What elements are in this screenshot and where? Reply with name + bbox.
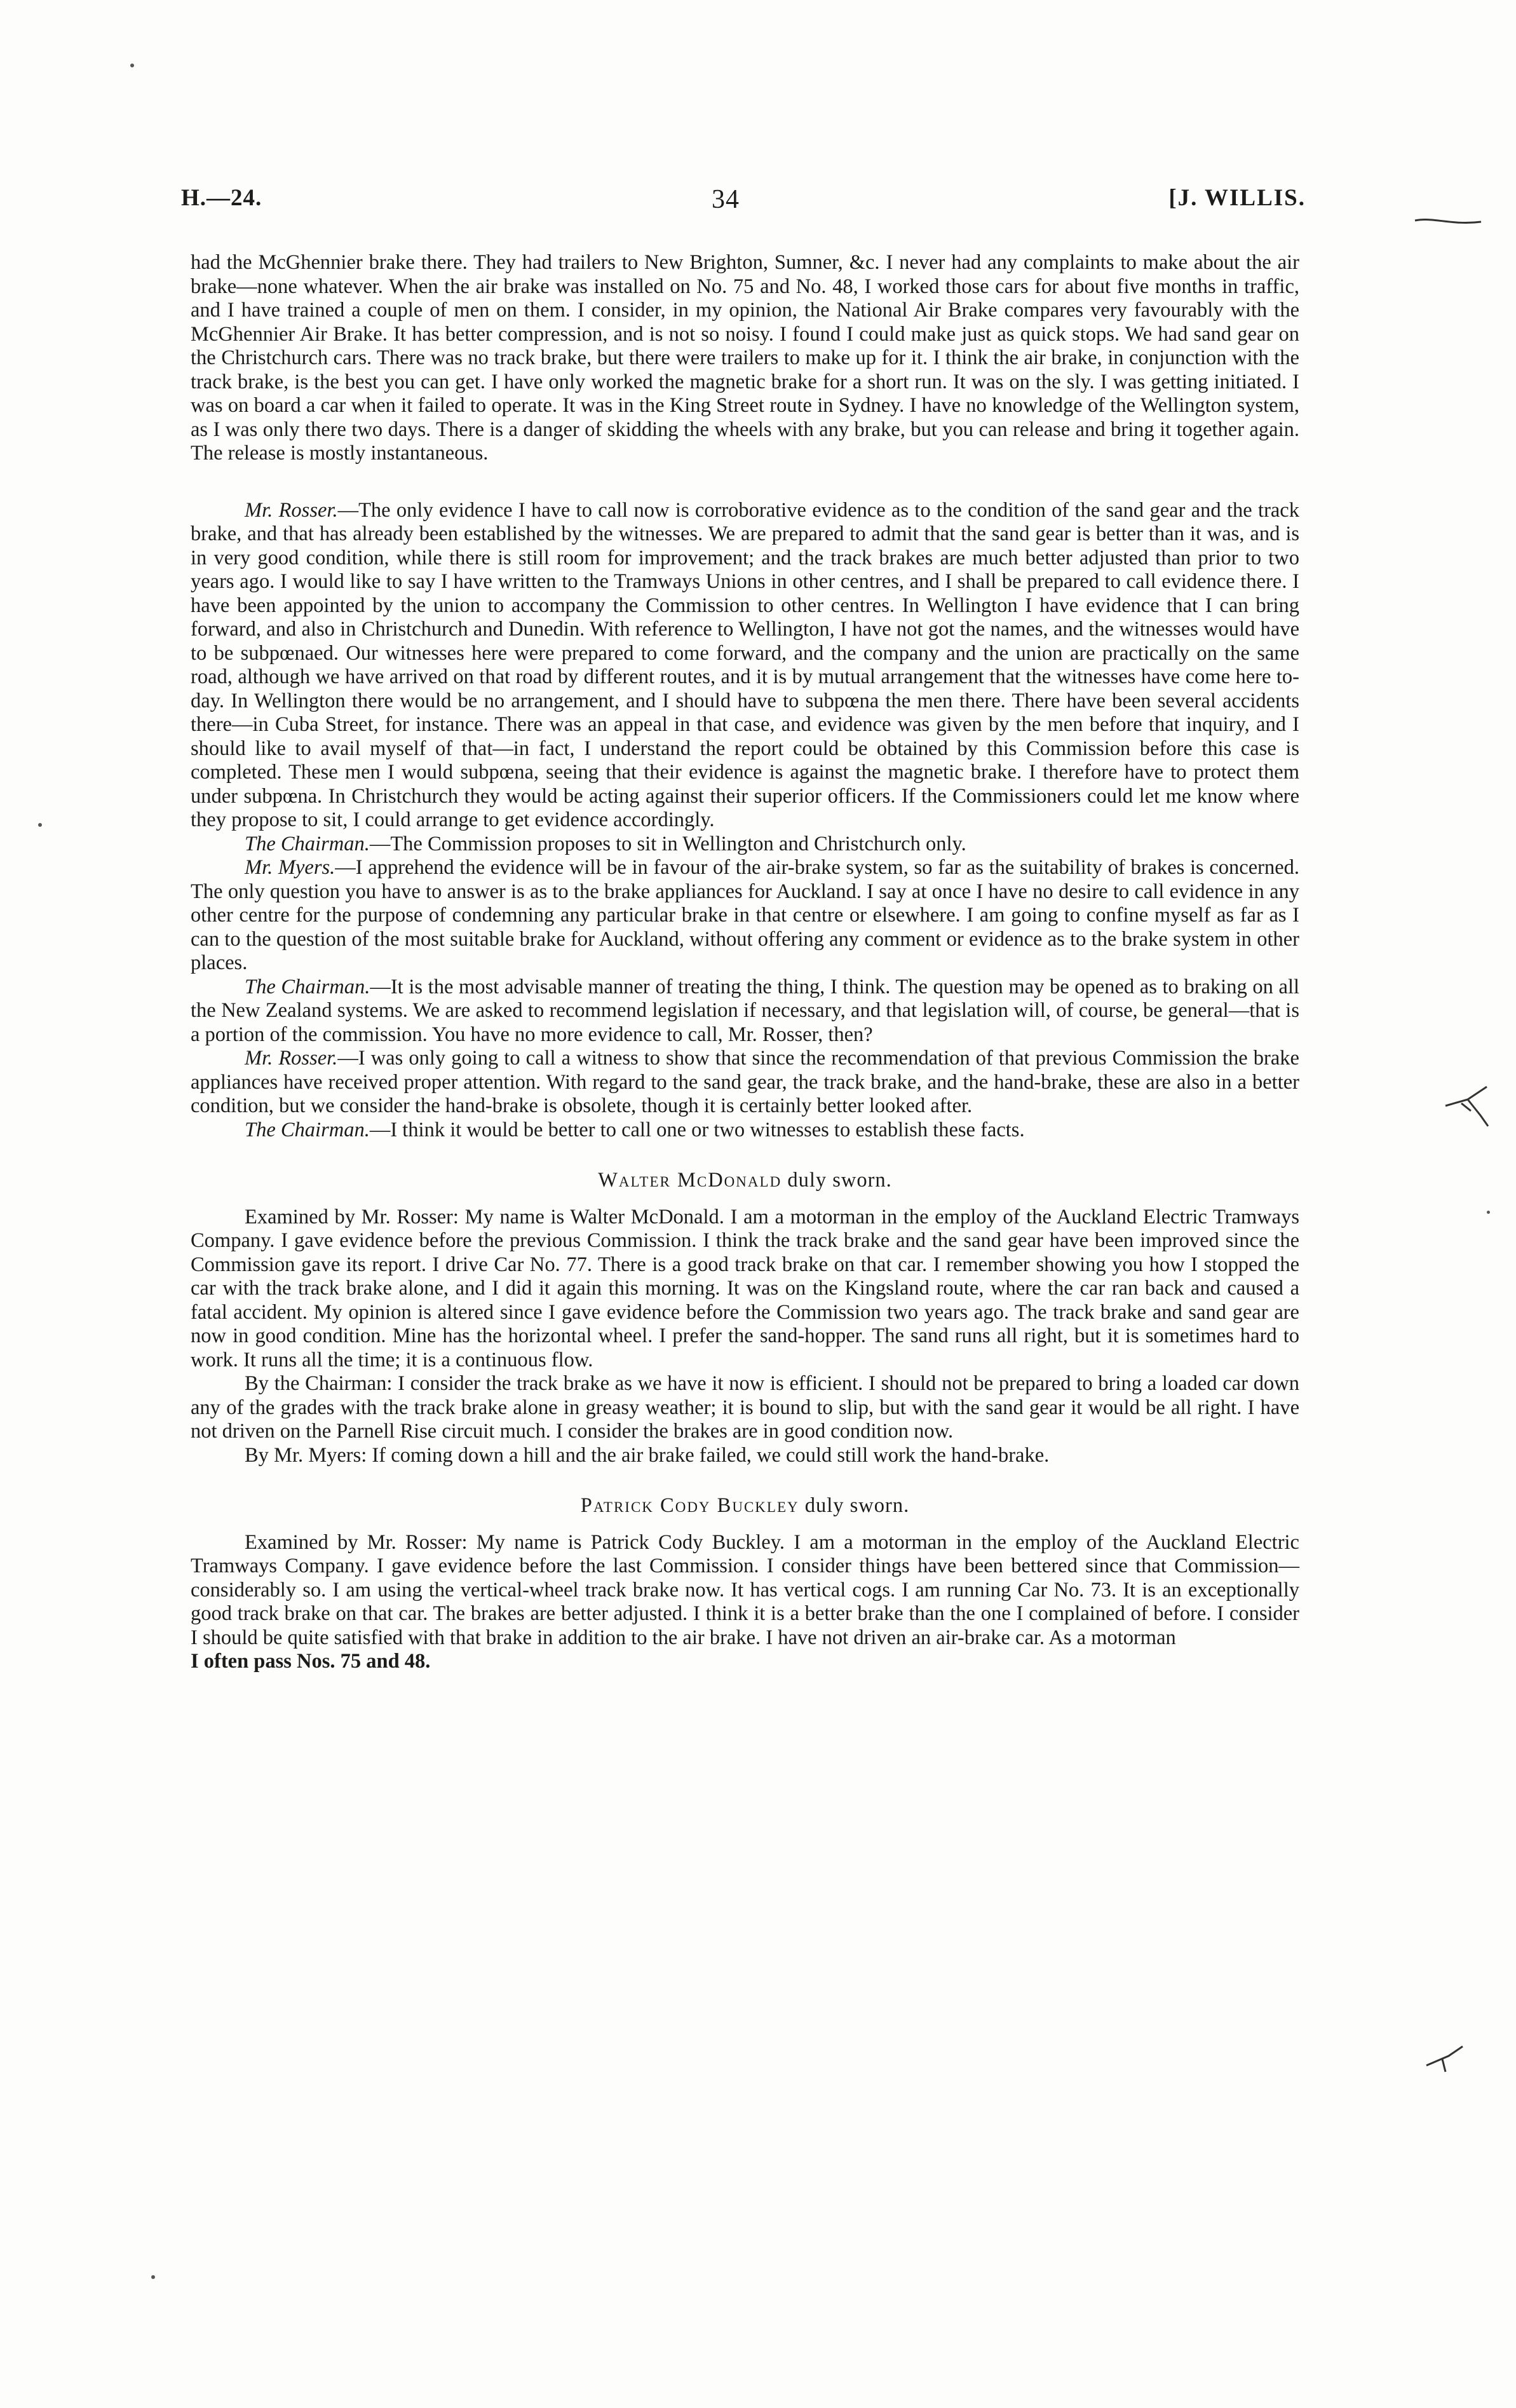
witness-name: Patrick Cody Buckley (580, 1494, 799, 1517)
sworn-suffix: duly sworn. (799, 1494, 910, 1517)
witness-reference: [J. WILLIS. (1168, 185, 1306, 211)
document-body (191, 251, 1299, 1674)
margin-dot (38, 823, 42, 827)
statement-chairman-3 (191, 1119, 1299, 1143)
page-number: 34 (712, 185, 740, 214)
paper-reference: H.—24. (181, 185, 262, 211)
statement-text: —I was only going to call a witness to show that since the recommendation of that previous Commission the brake appliances have received proper attention. With regard to the sand gear, the track brake, and the hand-brake, these are also in a better condition, but we consider the hand-brake is obsolete, though it is certainly better looked after. (191, 1047, 1299, 1117)
examination-myers-mcdonald: By Mr. Myers: If coming down a hill and the air brake failed, we could still work the hand-brake. (245, 1443, 1050, 1467)
evidence-paragraph-continued: had the McGhennier brake there. They had trailers to New Brighton, Sumner, &c. I never had any complaints to make about the air brake—none whatever. When the air brake was installed on No. 75 and No. 48, I worked those cars for about five months in traffic, and I have trained a couple of men on them. I consider, in my opinion, the National Air Brake compares very favourably with the McGhennier Air Brake. It has better compression, and is not so noisy. I found I could make just as quick stops. We had sand gear on the Christchurch cars. There was no track brake, but there were trailers to make up for it. I think the air brake, in conjunction with the track brake, is the best you can get. I have only worked the magnetic brake for a short run. It was on the sly. I was getting initiated. I was on board a car when it failed to operate. It was in the King Street route in Sydney. I have no knowledge of the Wellington system, as I was only there two days. There is a danger of skidding the wheels with any brake, but you can release and bring it together again. The release is mostly instantaneous. (191, 251, 1299, 465)
speaker-label: Mr. Rosser. (245, 1047, 338, 1070)
speaker-label: Mr. Rosser. (245, 498, 338, 522)
examination-chairman-mcdonald: By the Chairman: I consider the track brake as we have it now is efficient. I should not be prepared to bring a loaded car down any of the grades with the track brake alone in greasy weather; it is bound to slip, but with the sand gear it would be all right. I have not driven on the Parnell Rise circuit much. I consider the brakes are in good condition now. (191, 1372, 1299, 1443)
margin-dot (130, 64, 134, 67)
speaker-label: The Chairman. (245, 832, 370, 855)
speaker-label: Mr. Myers. (245, 856, 335, 879)
witness-name: Walter McDonald (598, 1169, 782, 1192)
witness-heading-buckley (191, 1494, 1299, 1518)
margin-scribble-top-right (1414, 213, 1484, 232)
speaker-label: The Chairman. (245, 975, 370, 998)
statement-text: —It is the most advisable manner of treating the thing, I think. The question may be opened as to braking on all the New Zealand systems. We are asked to recommend legislation if necessary, and that legislation will, of course, be general—that is a portion of the commission. You have no more evidence to call, Mr. Rosser, then? (191, 975, 1299, 1046)
statement-text: —The Commission proposes to sit in Wellington and Christchurch only. (369, 832, 966, 855)
statement-chairman-2 (191, 976, 1299, 1047)
witness-heading-mcdonald (191, 1169, 1299, 1193)
margin-dot (151, 2275, 155, 2279)
margin-scribble-lower-right (1423, 2034, 1468, 2078)
statement-myers-1 (191, 856, 1299, 976)
statement-chairman-1 (191, 833, 1299, 857)
sworn-suffix: duly sworn. (782, 1169, 892, 1192)
statement-text: —The only evidence I have to call now is corroborative evidence as to the condition of the sand gear and the track brake, and that has already been established by the witnesses. We are prepared to admit that the sand gear is better than it was, and is in very good condition, while there is still room for improvement; and the track brakes are much better adjusted than prior to two years ago. I would like to say I have written to the Tramways Unions in other centres, and I shall be prepared to call evidence there. I have been appointed by the union to accompany the Commission to other centres. In Wellington I have evidence that I can bring forward, and also in Christchurch and Dunedin. With reference to Wellington, I have not got the names, and the witnesses would have to be subpœnaed. Our witnesses here were prepared to come forward, and the company and the union are practically on the same road, although we have arrived on that road by different routes, and it is by mutual arrangement that the witnesses have come here to-day. In Wellington there would be no arrangement, and I should have to subpœna the men there. There have been several accidents there—in Cuba Street, for instance. There was an appeal in that case, and evidence was given by the men before that inquiry, and I should like to avail myself of that—in fact, I understand the report could be obtained by this Commission before this case is completed. These men I would subpœna, seeing that their evidence is against the magnetic brake. I therefore have to protect them under subpœna. In Christchurch they would be acting against their superior officers. If the Commissioners could let me know where they propose to sit, I could arrange to get evidence accordingly. (191, 498, 1299, 831)
statement-text: —I think it would be better to call one or two witnesses to establish these facts. (369, 1118, 1025, 1141)
examination-rosser-buckley: Examined by Mr. Rosser: My name is Patrick Cody Buckley. I am a motorman in the employ of the Auckland Electric Tramways Company. I gave evidence before the last Commission. I consider things have been bettered since that Commission—considerably so. I am using the vertical-wheel track brake now. It has vertical cogs. I am running Car No. 73. It is an exceptionally good track brake on that car. The brakes are better adjusted. I think it is a better brake than the one I complained of before. I consider I should be quite satisfied with that brake in addition to the air brake. I have not driven an air-brake car. As a motorman (191, 1530, 1299, 1649)
examination-tail-line: I often pass Nos. 75 and 48. (191, 1650, 431, 1673)
page-header (181, 184, 1306, 222)
statement-rosser-2 (191, 1047, 1299, 1119)
statement-text: —I apprehend the evidence will be in favour of the air-brake system, so far as the suitability of brakes is concerned. The only question you have to answer is as to the brake appliances for Auckland. I say at once I have no desire to call evidence in any other centre for the purpose of condemning any particular brake in that centre or elsewhere. I am going to confine myself as far as I can to the question of the most suitable brake for Auckland, without offering any comment or evidence as to the brake system in other places. (191, 856, 1299, 974)
margin-scribble-middle-right (1442, 1080, 1493, 1131)
statement-rosser-1 (191, 499, 1299, 833)
margin-dot (1487, 1211, 1490, 1214)
examination-rosser-mcdonald: Examined by Mr. Rosser: My name is Walter McDonald. I am a motorman in the employ of the Auckland Electric Tramways Company. I gave evidence before the previous Commission. I think the track brake and the sand gear have been improved since the Commission gave its report. I drive Car No. 77. There is a good track brake on that car. I remember showing you how I stopped the car with the track brake alone, and I did it again this morning. It was on the Kingsland route, where the car ran back and caused a fatal accident. My opinion is altered since I gave evidence before the Commission two years ago. The track brake and sand gear are now in good condition. Mine has the horizontal wheel. I prefer the sand-hopper. The sand runs all right, but it is sometimes hard to work. It runs all the time; it is a continuous flow. (191, 1205, 1299, 1371)
speaker-label: The Chairman. (245, 1118, 370, 1141)
